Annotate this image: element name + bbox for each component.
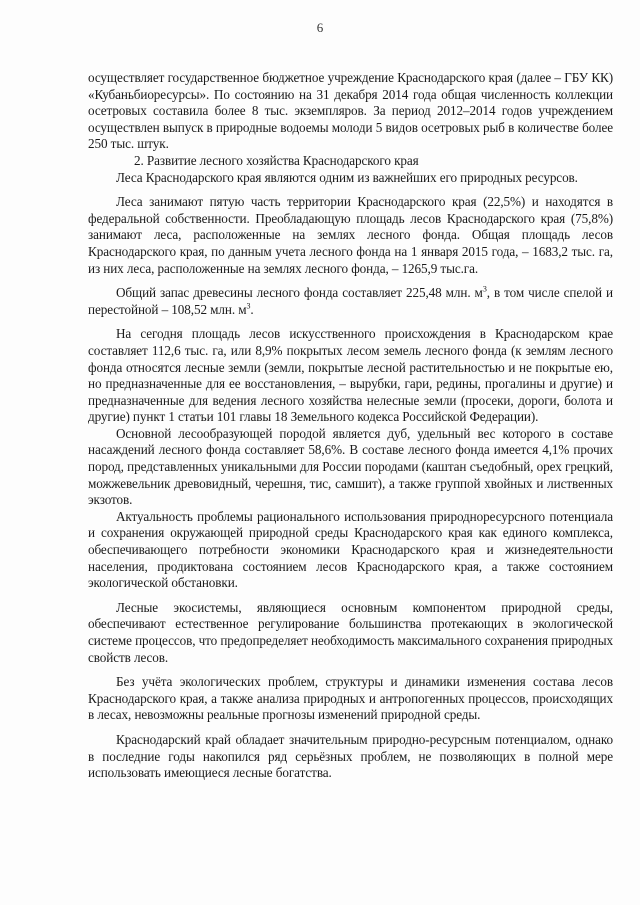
paragraph-ecological-problems: Без учёта экологических проблем, структуры и динамики изменения состава лесов Краснодарского края, а также анализа природных и антропогенных процессов, происходящих в лесах, невозможны реальные прогнозы изменений природной среды. (88, 674, 613, 723)
timber-stock-text-c: . (250, 301, 254, 317)
cubic-superscript-a: 3 (482, 284, 487, 294)
paragraph-relevance: Актуальность проблемы рационального использования природноресурсного потенциала и сохранения окружающей природной среды Краснодарского края как единого комплекса, обеспечивающего потребности экономики Краснодарского края и жизнедеятельности населения, продиктована состоянием лесов Краснодарского края, а также состоянием экологической обстановки. (88, 508, 613, 591)
section-heading: 2. Развитие лесного хозяйства Краснодарского края (134, 152, 419, 168)
document-body (88, 70, 613, 782)
timber-stock-text-a: Общий запас древесины лесного фонда составляет 225,48 млн. м (116, 285, 483, 301)
timber-stock-text-b: , в том числе спелой и перестойной – 108,52 млн. м (88, 285, 613, 317)
paragraph-timber-stock (88, 285, 613, 318)
paragraph-forest-area: Леса занимают пятую часть территории Краснодарского края (22,5%) и находятся в федеральной собственности. Преобладающую площадь лесов Краснодарского края (75,8%) занимают леса, расположенные на землях лесного фонда. Общая площадь лесов Краснодарского края, по данным учета лесного фонда на 1 января 2015 года, – 1683,2 тыс. га, из них леса, расположенные на землях лесного фонда, – 1265,9 тыс.га. (88, 194, 613, 276)
paragraph-artificial-forests: На сегодня площадь лесов искусственного происхождения в Краснодарском крае составляет 112,6 тыс. га, или 8,9% покрытых лесом земель лесного фонда (к землям лесного фонда относятся лесные земли (земли, покрытые лесной растительностью и не покрытые ею, но предназначенные для ее восстановления, – вырубки, гари, редины, прогалины и другие) и предназначенные для ведения лесного хозяйства нелесные земли (просеки, дороги, болота и другие) пункт 1 статьи 101 главы 18 Земельного кодекса Российской Федерации). (88, 326, 613, 425)
cubic-superscript-b: 3 (246, 301, 251, 311)
paragraph-sturgeon-collection: осуществляет государственное бюджетное учреждение Краснодарского края (далее – ГБУ КК) «Кубаньбиоресурсы». По состоянию на 31 декабря 2014 года общая численность коллекции осетровых составила более 8 тыс. экземпляров. За период 2012–2014 годов учреждением осуществлен выпуск в природные водоемы молоди 5 видов осетровых рыб в количестве более 250 тыс. штук. (88, 70, 613, 152)
paragraph-resource-potential: Краснодарский край обладает значительным природно-ресурсным потенциалом, однако в последние годы накопился ряд серьёзных проблем, не позволяющих в полной мере использовать имеющиеся лесные богатства. (88, 731, 613, 781)
paragraph-ecosystems: Лесные экосистемы, являющиеся основным компонентом природной среды, обеспечивают естественное регулирование большинства протекающих в экологической системе процессов, что предопределяет необходимость максимального сохранения природных свойств лесов. (88, 599, 613, 665)
paragraph-forest-resources: Леса Краснодарского края являются одним из важнейших его природных ресурсов. (116, 169, 578, 185)
page-number: 6 (316, 20, 324, 35)
paragraph-oak-species: Основной лесообразующей породой является дуб, удельный вес которого в составе насаждений лесного фонда составляет 58,6%. В составе лесного фонда имеется 4,1% прочих пород, представленных уникальными для России породами (каштан съедобный, орех грецкий, можжевельник древовидный, черешня, тис, самшит), а также группой хвойных и лиственных экзотов. (88, 425, 613, 508)
